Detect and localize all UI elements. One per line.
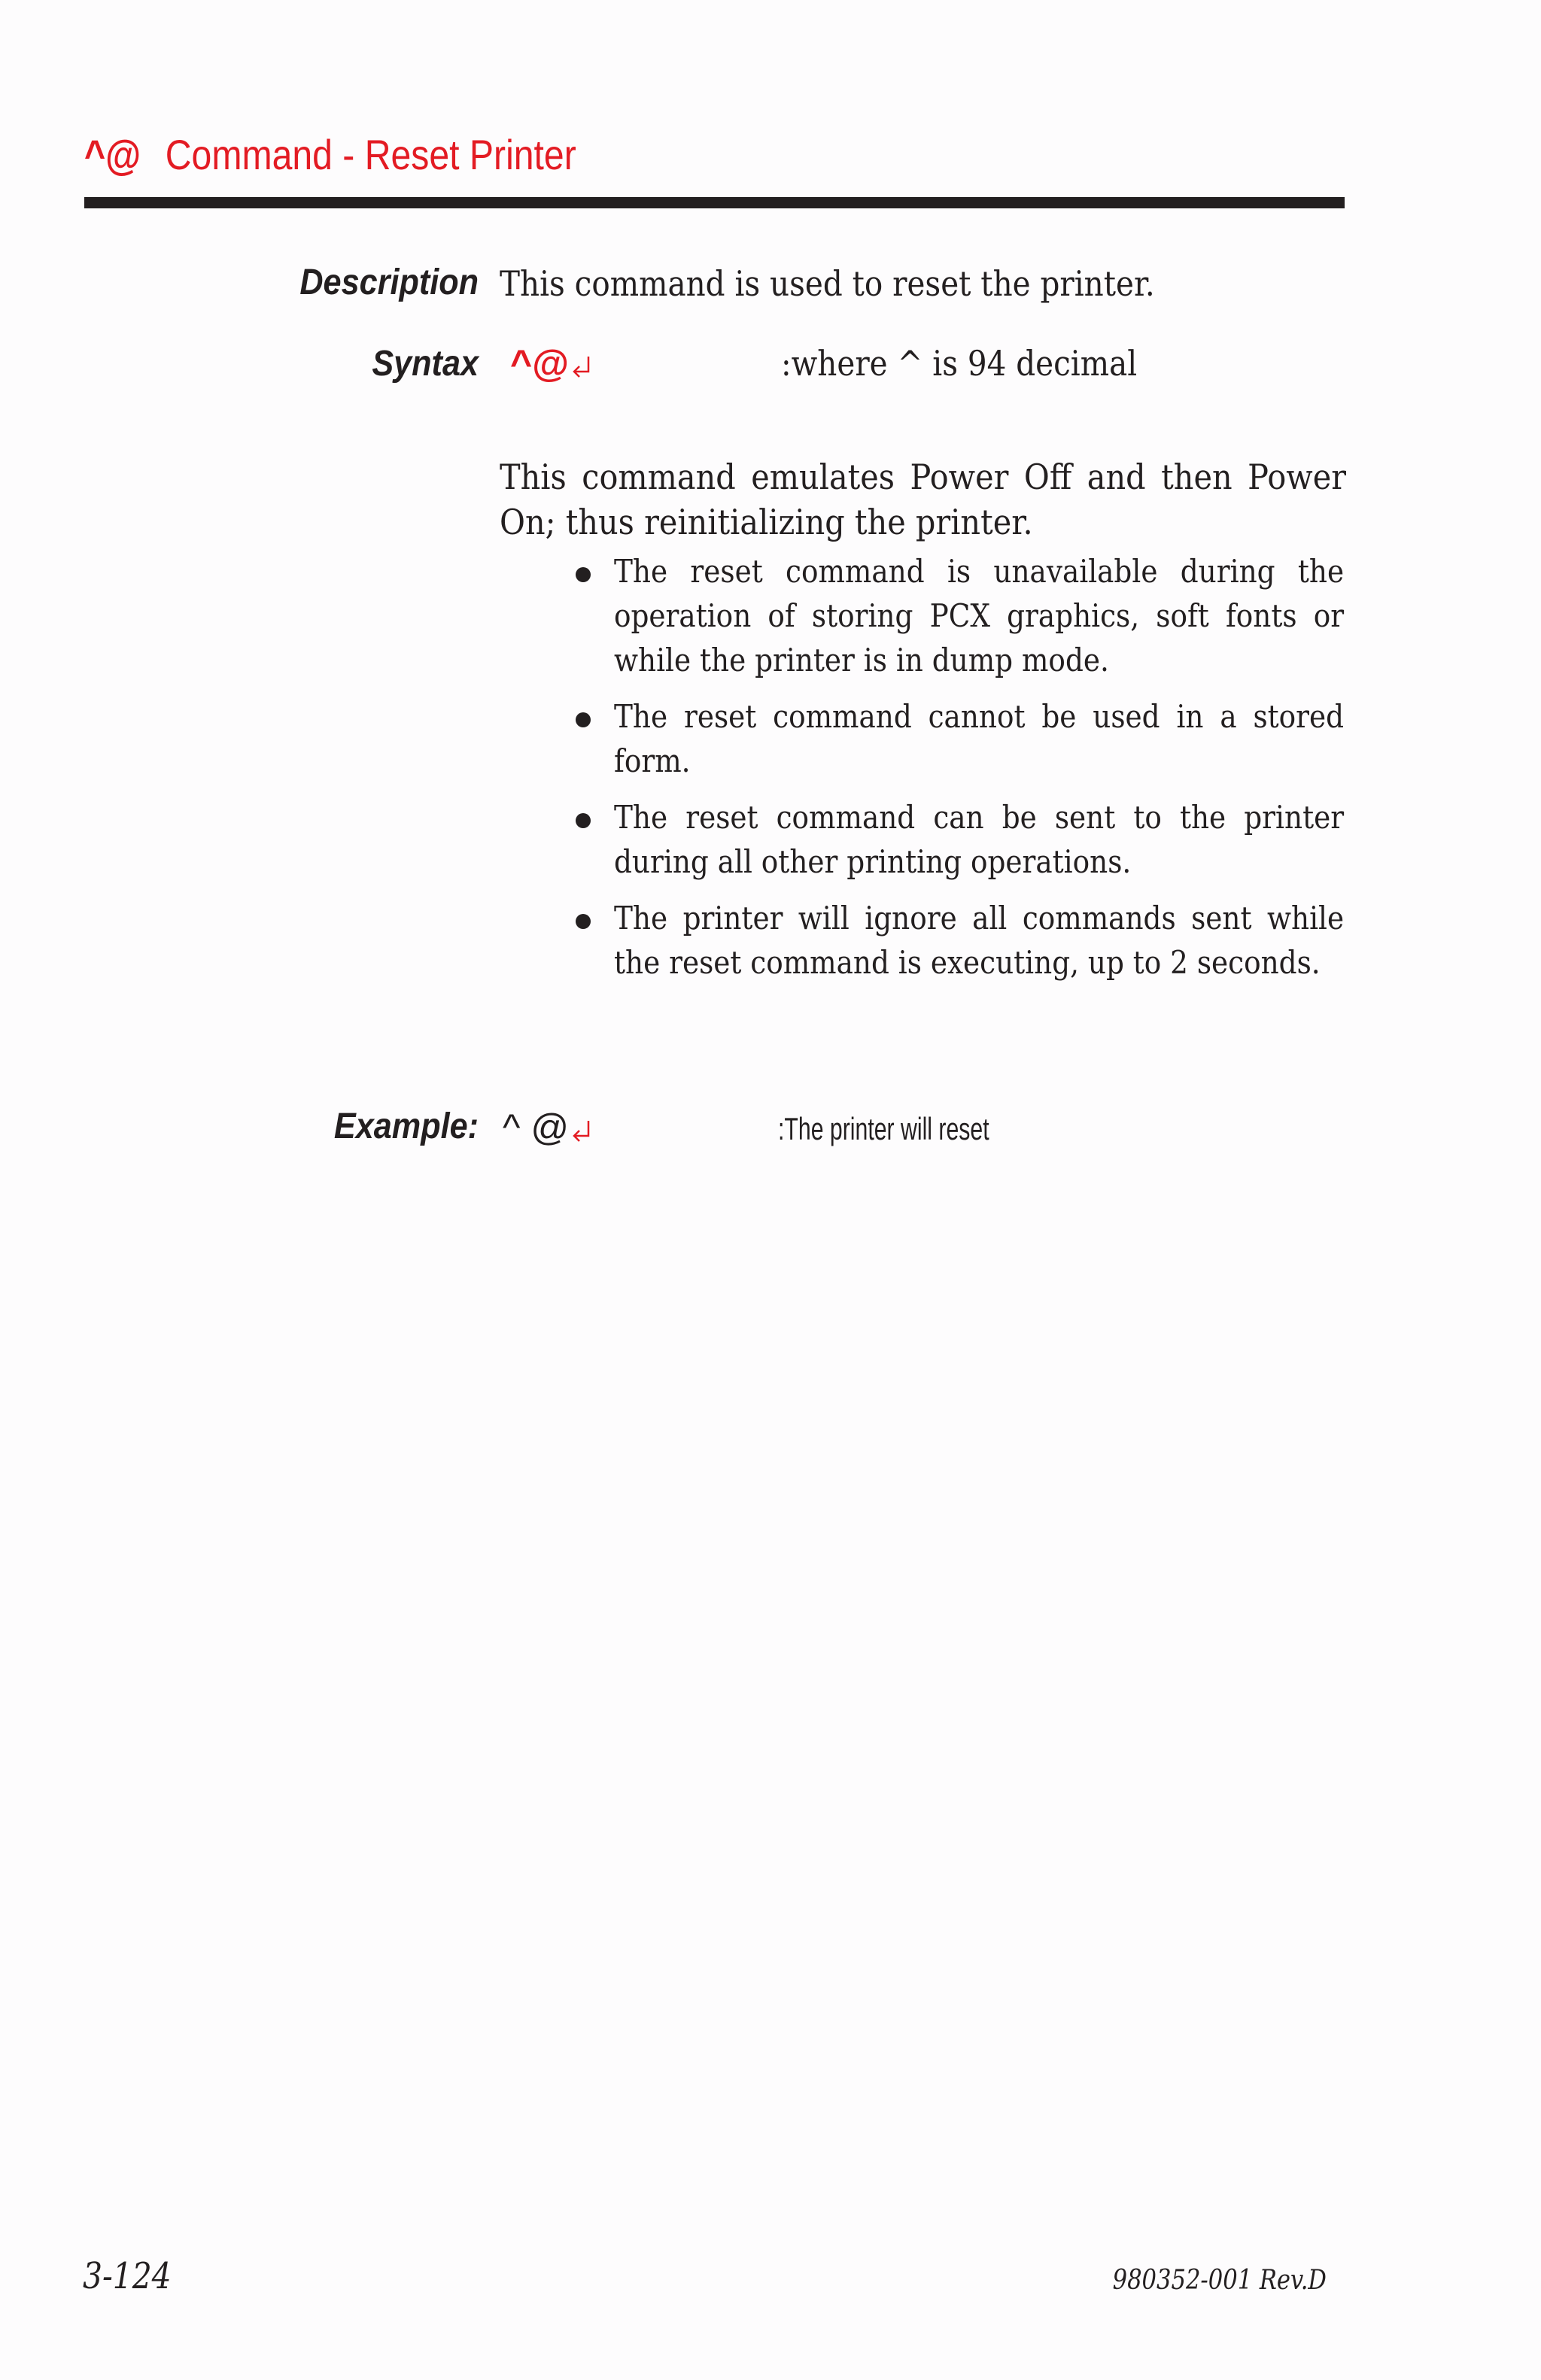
- return-arrow-icon: [572, 1119, 591, 1142]
- example-command: [503, 1107, 591, 1149]
- bullet-item: [572, 795, 1345, 884]
- heading-command: ^@: [84, 131, 141, 178]
- bullet-item: [572, 549, 1345, 682]
- bullet-text: The reset command can be sent to the printer during all other printing operations.: [614, 799, 1345, 880]
- syntax-label: Syntax: [372, 344, 479, 384]
- bullet-text: The reset command cannot be used in a stored form.: [614, 698, 1345, 779]
- section-heading: [84, 131, 576, 178]
- description-text: This command is used to reset the printer.: [500, 263, 1155, 304]
- bullet-icon: [576, 813, 591, 828]
- bullet-icon: [576, 914, 591, 929]
- example-command-text: ^ @: [503, 1107, 570, 1149]
- example-label: Example:: [333, 1107, 479, 1146]
- bullet-item: [572, 694, 1345, 783]
- bullet-item: [572, 896, 1345, 985]
- bullet-icon: [576, 712, 591, 727]
- syntax-command: [510, 342, 591, 384]
- description-label: Description: [299, 263, 479, 302]
- heading-title: Command - Reset Printer: [165, 131, 576, 178]
- details-bullet-list: [572, 549, 1345, 997]
- bullet-text: The reset command is unavailable during the operation of storing PCX graphics, soft fonts or while the printer is in dump mode.: [614, 553, 1345, 678]
- heading-rule: [84, 197, 1345, 208]
- example-result: :The printer will reset: [778, 1111, 989, 1146]
- page-number: 3-124: [83, 2255, 172, 2297]
- bullet-icon: [576, 567, 591, 582]
- details-paragraph: This command emulates Power Off and then Power On; thus reinitializing the printer.: [500, 457, 1346, 542]
- syntax-note: :where ^ is 94 decimal: [781, 343, 1138, 384]
- document-id: 980352-001 Rev.D: [1112, 2265, 1327, 2296]
- return-arrow-icon: [572, 355, 591, 378]
- bullet-text: The printer will ignore all commands sent while the reset command is executing, up to 2 seconds.: [614, 900, 1345, 981]
- syntax-command-text: ^@: [510, 342, 569, 384]
